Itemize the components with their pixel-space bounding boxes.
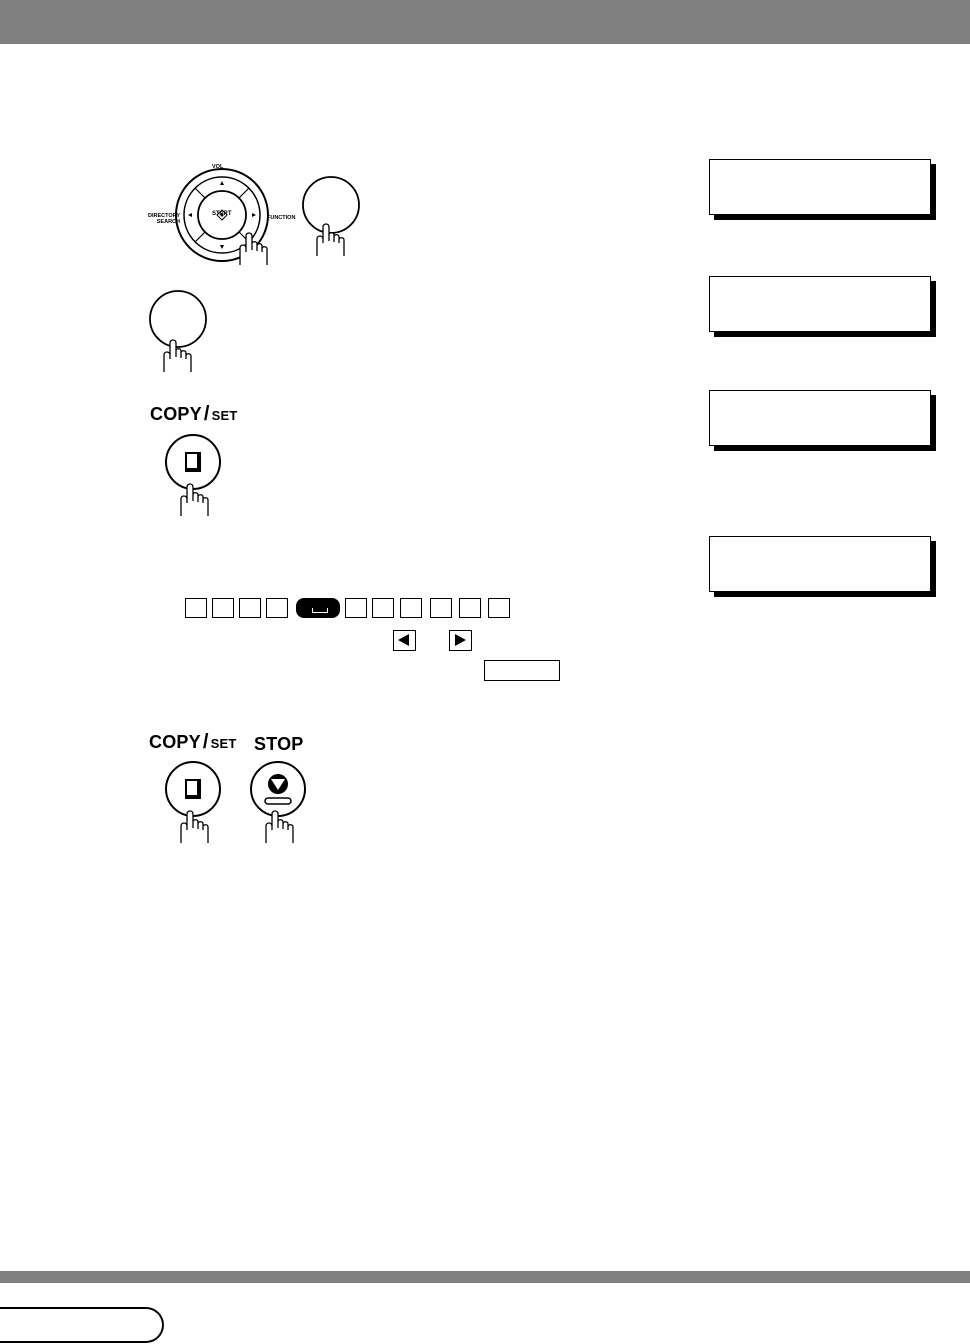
lcd-display-1 xyxy=(709,159,931,215)
stop-label: STOP xyxy=(254,734,304,754)
left-arrow-icon xyxy=(393,630,416,651)
header-bar xyxy=(0,0,970,44)
function-label: FUNCTION xyxy=(267,215,296,221)
footer-bar xyxy=(0,1271,970,1283)
stop-button-illustration xyxy=(248,760,312,846)
char-cell xyxy=(185,598,207,618)
page-number-tab xyxy=(0,1307,164,1343)
directory-search-label: DIRECTORY SEARCH xyxy=(148,213,181,225)
char-cell xyxy=(488,598,510,618)
copy-set-label: COPY / SET xyxy=(150,403,238,425)
space-key-icon xyxy=(296,598,340,618)
right-arrow-icon xyxy=(449,630,472,651)
char-cell xyxy=(430,598,452,618)
control-panel-illustration xyxy=(140,160,380,265)
key-box xyxy=(484,660,560,681)
start-label: START xyxy=(212,211,232,217)
copy-set-icon xyxy=(185,779,201,799)
round-key-illustration xyxy=(148,287,210,375)
copy-set-button-illustration xyxy=(163,433,227,519)
vol-label: VOL xyxy=(212,164,224,170)
char-cell xyxy=(400,598,422,618)
char-cell xyxy=(459,598,481,618)
char-cell xyxy=(212,598,234,618)
copy-set-label-2: COPY / SET xyxy=(149,731,237,753)
char-cell xyxy=(266,598,288,618)
copy-set-icon xyxy=(185,452,201,472)
copy-set-button-illustration-2 xyxy=(163,760,227,846)
char-cell xyxy=(372,598,394,618)
lcd-display-4 xyxy=(709,536,931,592)
char-cell xyxy=(239,598,261,618)
lcd-display-3 xyxy=(709,390,931,446)
char-cell xyxy=(345,598,367,618)
lcd-display-2 xyxy=(709,276,931,332)
